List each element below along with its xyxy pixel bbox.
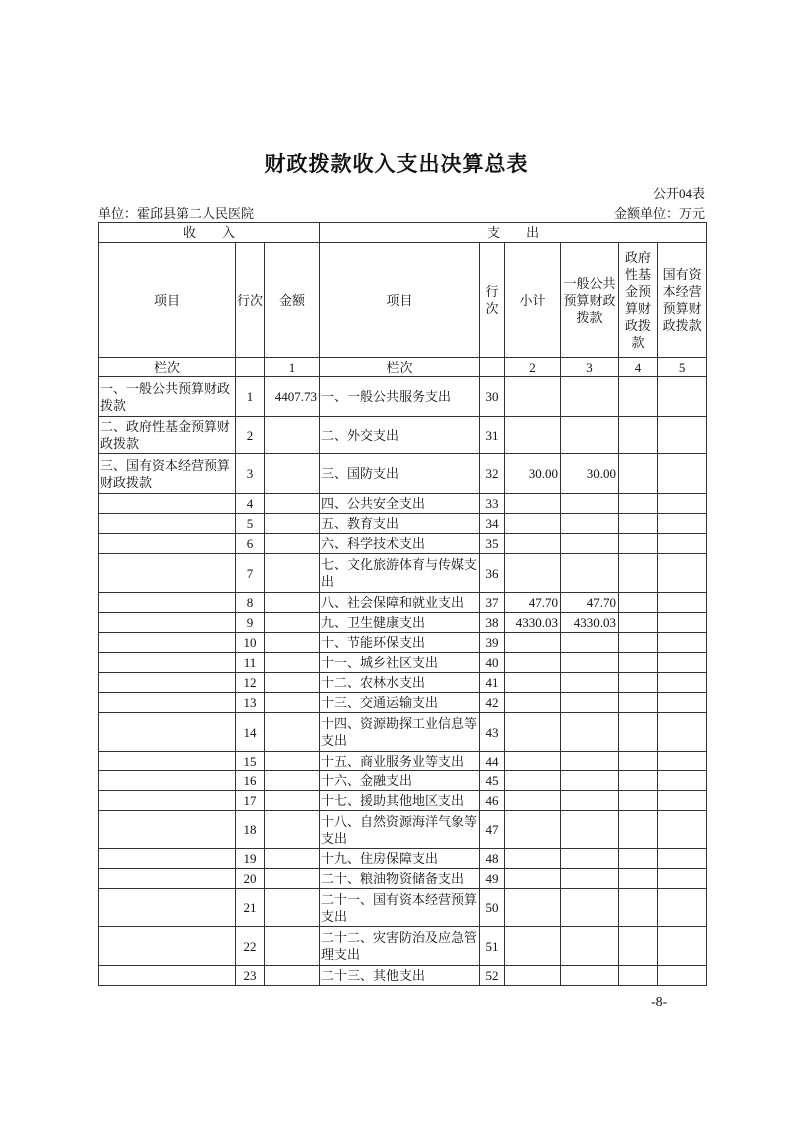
income-item xyxy=(99,889,236,927)
table-row xyxy=(99,811,707,849)
income-amount xyxy=(265,494,320,514)
form-number: 公开04表 xyxy=(652,186,705,201)
page-number: -8- xyxy=(651,995,668,1010)
subtotal xyxy=(505,653,561,673)
income-line: 16 xyxy=(236,771,265,791)
table-row xyxy=(99,927,707,966)
expense-item: 八、社会保障和就业支出 xyxy=(320,593,480,613)
general-budget xyxy=(561,534,619,554)
table-row xyxy=(99,554,707,593)
state-capital xyxy=(658,417,707,454)
income-item xyxy=(99,673,236,693)
expense-item: 九、卫生健康支出 xyxy=(320,613,480,633)
table-row xyxy=(99,673,707,693)
general-budget: 47.70 xyxy=(561,593,619,613)
general-budget xyxy=(561,927,619,966)
expense-line: 41 xyxy=(480,673,505,693)
column-header: 金额 xyxy=(265,243,320,358)
gov-fund xyxy=(619,966,658,986)
subtotal xyxy=(505,889,561,927)
income-amount xyxy=(265,554,320,593)
expense-item: 二、外交支出 xyxy=(320,417,480,454)
expense-header: 支 出 xyxy=(320,223,707,243)
income-amount xyxy=(265,673,320,693)
state-capital xyxy=(658,693,707,713)
table-row xyxy=(99,889,707,927)
expense-item: 十五、商业服务业等支出 xyxy=(320,752,480,771)
subtotal xyxy=(505,377,561,417)
income-item: 二、政府性基金预算财政拨款 xyxy=(99,417,236,454)
expense-line: 43 xyxy=(480,713,505,752)
income-amount xyxy=(265,811,320,849)
expense-item: 七、文化旅游体育与传媒支出 xyxy=(320,554,480,593)
state-capital xyxy=(658,869,707,889)
income-item xyxy=(99,613,236,633)
income-amount xyxy=(265,771,320,791)
expense-line: 39 xyxy=(480,633,505,653)
state-capital xyxy=(658,927,707,966)
subtotal xyxy=(505,417,561,454)
state-capital xyxy=(658,713,707,752)
income-amount xyxy=(265,791,320,811)
state-capital xyxy=(658,377,707,417)
subtotal xyxy=(505,869,561,889)
expense-item: 十八、自然资源海洋气象等支出 xyxy=(320,811,480,849)
column-header: 项目 xyxy=(320,243,480,358)
table-row xyxy=(99,771,707,791)
expense-item: 十二、农林水支出 xyxy=(320,673,480,693)
column-header: 项目 xyxy=(99,243,236,358)
expense-line: 50 xyxy=(480,889,505,927)
subtotal xyxy=(505,554,561,593)
expense-item: 二十二、灾害防治及应急管理支出 xyxy=(320,927,480,966)
gov-fund xyxy=(619,791,658,811)
general-budget xyxy=(561,377,619,417)
income-item xyxy=(99,752,236,771)
expense-item: 一、一般公共服务支出 xyxy=(320,377,480,417)
general-budget xyxy=(561,494,619,514)
subtotal xyxy=(505,534,561,554)
income-amount xyxy=(265,869,320,889)
expense-item: 十九、住房保障支出 xyxy=(320,849,480,869)
expense-line: 30 xyxy=(480,377,505,417)
income-line: 11 xyxy=(236,653,265,673)
income-line: 21 xyxy=(236,889,265,927)
gov-fund xyxy=(619,653,658,673)
state-capital xyxy=(658,752,707,771)
income-amount xyxy=(265,927,320,966)
column-index: 栏次 xyxy=(99,358,236,377)
gov-fund xyxy=(619,454,658,494)
income-item xyxy=(99,514,236,534)
gov-fund xyxy=(619,752,658,771)
expense-line: 47 xyxy=(480,811,505,849)
subtotal xyxy=(505,849,561,869)
income-item xyxy=(99,494,236,514)
income-amount xyxy=(265,454,320,494)
expense-line: 38 xyxy=(480,613,505,633)
table-row xyxy=(99,593,707,613)
state-capital xyxy=(658,811,707,849)
table-row xyxy=(99,869,707,889)
income-line: 23 xyxy=(236,966,265,986)
expense-item: 十一、城乡社区支出 xyxy=(320,653,480,673)
income-item xyxy=(99,869,236,889)
general-budget xyxy=(561,514,619,534)
page-title: 财政拨款收入支出决算总表 xyxy=(264,152,529,176)
income-amount xyxy=(265,693,320,713)
gov-fund xyxy=(619,534,658,554)
income-line: 10 xyxy=(236,633,265,653)
income-item: 一、一般公共预算财政拨款 xyxy=(99,377,236,417)
state-capital xyxy=(658,633,707,653)
income-item xyxy=(99,653,236,673)
table-row xyxy=(99,849,707,869)
gov-fund xyxy=(619,417,658,454)
income-line: 18 xyxy=(236,811,265,849)
gov-fund xyxy=(619,494,658,514)
income-line: 3 xyxy=(236,454,265,494)
column-index: 2 xyxy=(505,358,561,377)
subtotal: 4330.03 xyxy=(505,613,561,633)
income-line: 2 xyxy=(236,417,265,454)
income-line: 7 xyxy=(236,554,265,593)
state-capital xyxy=(658,593,707,613)
table-row xyxy=(99,653,707,673)
income-amount xyxy=(265,633,320,653)
state-capital xyxy=(658,849,707,869)
expense-line: 46 xyxy=(480,791,505,811)
income-line: 6 xyxy=(236,534,265,554)
column-index: 1 xyxy=(265,358,320,377)
gov-fund xyxy=(619,849,658,869)
expense-item: 二十、粮油物资储备支出 xyxy=(320,869,480,889)
expense-line: 34 xyxy=(480,514,505,534)
income-amount xyxy=(265,613,320,633)
state-capital xyxy=(658,494,707,514)
income-line: 12 xyxy=(236,673,265,693)
state-capital xyxy=(658,791,707,811)
column-header: 政府性基金预算财政拨款 xyxy=(619,243,658,358)
subtotal xyxy=(505,791,561,811)
subtotal xyxy=(505,633,561,653)
expense-line: 45 xyxy=(480,771,505,791)
subtotal xyxy=(505,771,561,791)
subtotal xyxy=(505,514,561,534)
general-budget xyxy=(561,653,619,673)
income-item xyxy=(99,633,236,653)
subtotal xyxy=(505,752,561,771)
expense-item: 十、节能环保支出 xyxy=(320,633,480,653)
income-line: 9 xyxy=(236,613,265,633)
subtotal xyxy=(505,713,561,752)
table-row xyxy=(99,693,707,713)
column-header: 行次 xyxy=(236,243,265,358)
income-amount xyxy=(265,417,320,454)
income-item xyxy=(99,791,236,811)
state-capital xyxy=(658,554,707,593)
general-budget xyxy=(561,554,619,593)
money-unit: 金额单位：万元 xyxy=(613,206,705,221)
table-row xyxy=(99,514,707,534)
expense-line: 49 xyxy=(480,869,505,889)
income-amount xyxy=(265,713,320,752)
column-header: 国有资本经营预算财政拨款 xyxy=(658,243,707,358)
expense-item: 五、教育支出 xyxy=(320,514,480,534)
state-capital xyxy=(658,771,707,791)
gov-fund xyxy=(619,613,658,633)
subtotal xyxy=(505,673,561,693)
table-row xyxy=(99,534,707,554)
income-amount: 4407.73 xyxy=(265,377,320,417)
income-item xyxy=(99,966,236,986)
subtotal xyxy=(505,693,561,713)
gov-fund xyxy=(619,869,658,889)
income-line: 19 xyxy=(236,849,265,869)
column-header: 行次 xyxy=(480,243,505,358)
income-item xyxy=(99,534,236,554)
state-capital xyxy=(658,514,707,534)
expense-item: 六、科学技术支出 xyxy=(320,534,480,554)
income-header: 收 入 xyxy=(99,223,320,243)
table-row xyxy=(99,494,707,514)
expense-item: 十四、资源勘探工业信息等支出 xyxy=(320,713,480,752)
expense-item: 十六、金融支出 xyxy=(320,771,480,791)
subtotal: 47.70 xyxy=(505,593,561,613)
state-capital xyxy=(658,454,707,494)
state-capital xyxy=(658,966,707,986)
column-index: 栏次 xyxy=(320,358,480,377)
general-budget: 4330.03 xyxy=(561,613,619,633)
general-budget xyxy=(561,417,619,454)
income-item: 三、国有资本经营预算财政拨款 xyxy=(99,454,236,494)
gov-fund xyxy=(619,673,658,693)
income-item xyxy=(99,554,236,593)
expense-line: 44 xyxy=(480,752,505,771)
income-amount xyxy=(265,593,320,613)
income-line: 20 xyxy=(236,869,265,889)
subtotal xyxy=(505,494,561,514)
expense-line: 40 xyxy=(480,653,505,673)
expense-item: 三、国防支出 xyxy=(320,454,480,494)
column-index xyxy=(236,358,265,377)
general-budget xyxy=(561,889,619,927)
income-line: 15 xyxy=(236,752,265,771)
income-item xyxy=(99,811,236,849)
column-header: 小计 xyxy=(505,243,561,358)
expense-line: 51 xyxy=(480,927,505,966)
table-row xyxy=(99,752,707,771)
income-amount xyxy=(265,752,320,771)
income-amount xyxy=(265,966,320,986)
general-budget xyxy=(561,966,619,986)
income-line: 17 xyxy=(236,791,265,811)
income-line: 5 xyxy=(236,514,265,534)
state-capital xyxy=(658,613,707,633)
expense-line: 42 xyxy=(480,693,505,713)
table-row xyxy=(99,417,707,454)
subtotal xyxy=(505,966,561,986)
state-capital xyxy=(658,653,707,673)
general-budget xyxy=(561,713,619,752)
expense-line: 32 xyxy=(480,454,505,494)
table-row xyxy=(99,791,707,811)
expense-line: 52 xyxy=(480,966,505,986)
general-budget xyxy=(561,771,619,791)
state-capital xyxy=(658,673,707,693)
expense-line: 36 xyxy=(480,554,505,593)
expense-item: 二十一、国有资本经营预算支出 xyxy=(320,889,480,927)
subtotal xyxy=(505,811,561,849)
income-item xyxy=(99,849,236,869)
income-item xyxy=(99,593,236,613)
subtotal: 30.00 xyxy=(505,454,561,494)
general-budget xyxy=(561,791,619,811)
column-index: 3 xyxy=(561,358,619,377)
general-budget xyxy=(561,693,619,713)
income-item xyxy=(99,713,236,752)
budget-table xyxy=(98,222,707,986)
state-capital xyxy=(658,889,707,927)
column-index: 4 xyxy=(619,358,658,377)
expense-line: 37 xyxy=(480,593,505,613)
table-row xyxy=(99,613,707,633)
general-budget xyxy=(561,811,619,849)
general-budget xyxy=(561,633,619,653)
table-row xyxy=(99,966,707,986)
income-amount xyxy=(265,653,320,673)
general-budget xyxy=(561,673,619,693)
income-amount xyxy=(265,514,320,534)
table-row xyxy=(99,633,707,653)
income-line: 1 xyxy=(236,377,265,417)
gov-fund xyxy=(619,633,658,653)
table-row xyxy=(99,454,707,494)
income-item xyxy=(99,771,236,791)
table-row xyxy=(99,713,707,752)
gov-fund xyxy=(619,593,658,613)
subtotal xyxy=(505,927,561,966)
income-line: 4 xyxy=(236,494,265,514)
gov-fund xyxy=(619,693,658,713)
column-header: 一般公共预算财政拨款 xyxy=(561,243,619,358)
expense-item: 十七、援助其他地区支出 xyxy=(320,791,480,811)
expense-line: 35 xyxy=(480,534,505,554)
table-row xyxy=(99,377,707,417)
income-item xyxy=(99,927,236,966)
expense-item: 四、公共安全支出 xyxy=(320,494,480,514)
income-line: 22 xyxy=(236,927,265,966)
gov-fund xyxy=(619,377,658,417)
gov-fund xyxy=(619,554,658,593)
gov-fund xyxy=(619,811,658,849)
gov-fund xyxy=(619,771,658,791)
income-item xyxy=(99,693,236,713)
income-amount xyxy=(265,889,320,927)
income-amount xyxy=(265,534,320,554)
expense-line: 33 xyxy=(480,494,505,514)
expense-line: 31 xyxy=(480,417,505,454)
income-line: 14 xyxy=(236,713,265,752)
income-line: 8 xyxy=(236,593,265,613)
income-amount xyxy=(265,849,320,869)
state-capital xyxy=(658,534,707,554)
income-line: 13 xyxy=(236,693,265,713)
general-budget xyxy=(561,752,619,771)
expense-item: 二十三、其他支出 xyxy=(320,966,480,986)
column-index xyxy=(480,358,505,377)
column-index: 5 xyxy=(658,358,707,377)
gov-fund xyxy=(619,713,658,752)
reporting-unit: 单位：霍邱县第二人民医院 xyxy=(98,206,255,221)
gov-fund xyxy=(619,889,658,927)
general-budget xyxy=(561,849,619,869)
expense-line: 48 xyxy=(480,849,505,869)
gov-fund xyxy=(619,514,658,534)
gov-fund xyxy=(619,927,658,966)
general-budget xyxy=(561,869,619,889)
expense-item: 十三、交通运输支出 xyxy=(320,693,480,713)
general-budget: 30.00 xyxy=(561,454,619,494)
